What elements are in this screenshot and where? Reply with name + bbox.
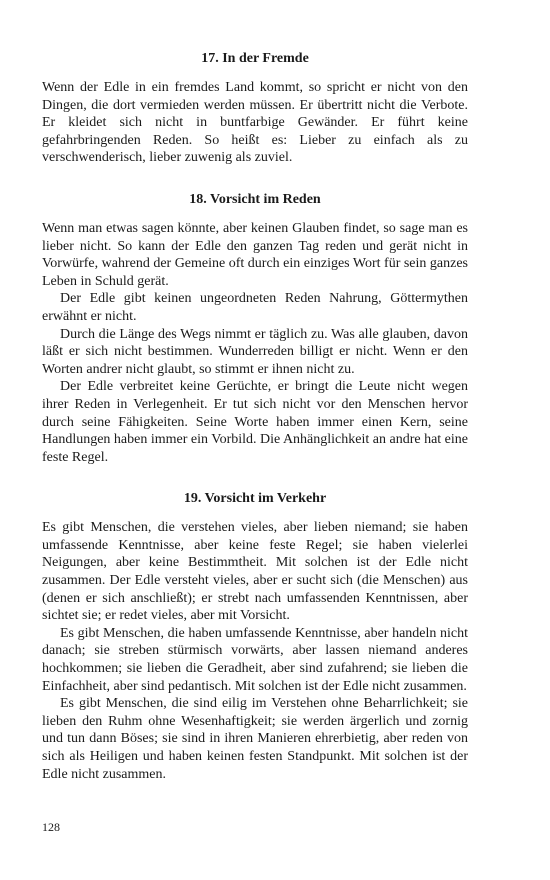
paragraph: Es gibt Menschen, die sind eilig im Verstehen ohne Beharrlichkeit; sie lieben den Ruhm ohne Wesenhaftigkeit; sie werden ärgerlich und zornig und tun dann Böses; sie sind in ihren Manieren ehrerbietig, aber reden von sich als Heiligen und haben keinen festen Standpunkt. Mit solchen ist der Edle nicht zusammen. bbox=[42, 696, 468, 782]
paragraph: Wenn der Edle in ein fremdes Land kommt, so spricht er nicht von den Dingen, die dort vermieden werden müssen. Er übertritt nicht die Verbote. Er kleidet sich nicht in buntfarbige Gewänder. Er führt keine gefahrbringenden Reden. So heißt es: Lieber zu einfach als zu verschwenderisch, lieber zuwenig als zuviel. bbox=[42, 80, 468, 166]
section-18 bbox=[42, 191, 468, 466]
paragraph: Es gibt Menschen, die verstehen vieles, aber lieben niemand; sie haben umfassende Kenntnisse, aber keine feste Regel; sie haben vielerlei Neigungen, aber keine Bestimmtheit. Mit solchen ist der Edle nicht zusammen. Der Edle versteht vieles, aber er sucht sich (die Menschen) aus (denen er sich anschließt); er strebt nach umfassenden Kenntnissen, aber sichtet sie; er redet vieles, aber mit Vorsicht. bbox=[42, 520, 468, 624]
section-17 bbox=[42, 50, 468, 167]
paragraph: Der Edle gibt keinen ungeordneten Reden Nahrung, Göttermythen erwähnt er nicht. bbox=[42, 291, 468, 324]
section-heading: 19. Vorsicht im Verkehr bbox=[183, 491, 327, 507]
paragraph: Wenn man etwas sagen könnte, aber keinen Glauben findet, so sage man es lieber nicht. So kann der Edle den ganzen Tag reden und gerät nicht in Vorwürfe, wahrend der Gemeine oft durch ein einziges Wort für sein ganzes Leben in Schuld gerät. bbox=[42, 220, 468, 289]
page-content bbox=[42, 50, 468, 807]
section-19 bbox=[42, 490, 468, 783]
page-number: 128 bbox=[42, 820, 60, 834]
section-heading: 17. In der Fremde bbox=[201, 51, 309, 66]
paragraph: Der Edle verbreitet keine Gerüchte, er bringt die Leute nicht wegen ihrer Reden in Verlegenheit. Er tut sich nicht vor den Menschen hervor durch seine Fähigkeiten. Seine Worte haben immer einen Kern, seine Handlungen haben immer ein Vorbild. Die Anhänglichkeit an andre hat eine feste Regel. bbox=[42, 379, 468, 465]
section-heading: 18. Vorsicht im Reden bbox=[189, 191, 321, 207]
paragraph: Durch die Länge des Wegs nimmt er täglich zu. Was alle glauben, davon läßt er sich nicht bestimmen. Wunderreden billigt er nicht. Wenn er den Worten andrer nicht glaubt, so stimmt er ihnen nicht zu. bbox=[42, 326, 468, 377]
paragraph: Es gibt Menschen, die haben umfassende Kenntnisse, aber handeln nicht danach; sie streben stürmisch vorwärts, aber lassen niemand anderes hochkommen; sie lieben die Geradheit, aber sind zufahrend; sie lieben die Einfachheit, aber sind pedantisch. Mit solchen ist der Edle nicht zusammen. bbox=[42, 625, 468, 694]
